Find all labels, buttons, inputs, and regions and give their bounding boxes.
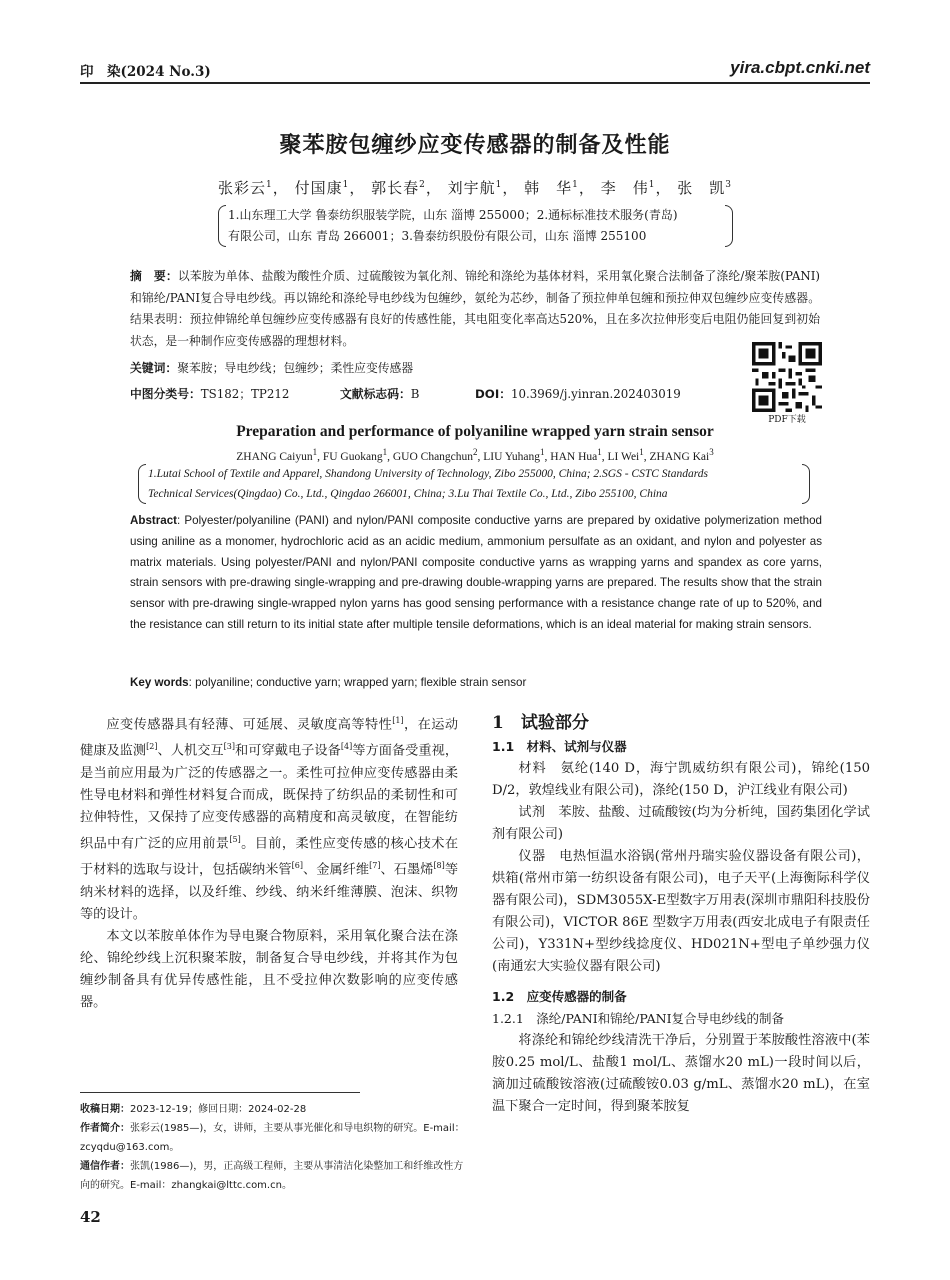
author: 张彩云 bbox=[218, 179, 267, 197]
paragraph: 将涤纶和锦纶纱线清洗干净后，分别置于苯胺酸性溶液中(苯胺0.25 mol/L、盐酸1 mol/L、蒸馏水20 mL)一段时间以后，滴加过硫酸铵溶液(过硫酸铵0.03 g/mL、蒸馏水20 mL)，在室温下聚合一定时间，得到聚苯胺复 bbox=[492, 1033, 870, 1114]
paragraph: 仪器 电热恒温水浴锅(常州丹瑞实验仪器设备有限公司)，烘箱(常州市第一纺织设备有限公司)，电子天平(上海衡际科学仪器有限公司)，SDM3055X-E型数字万用表(深圳市鼎阳科技股份有限公司)，VICTOR 86E 型数字万用表(西安北成电子有限责任公司)，Y331N+型纱线捻度仪、HD021N+型电子单纱强力仪(南通宏大实验仪器有限公司) bbox=[492, 849, 870, 974]
intro-paragraph: 应变传感器具有轻薄、可延展、灵敏度高等特性[1]，在运动健康及监测[2]、人机交互[3]和可穿戴电子设备[4]等方面备受重视，是当前应用最为广泛的传感器之一。柔性可拉伸应变传感器由柔性导电材料和弹性材料复合而成，既保持了纺织品的柔韧性和可拉伸特性，又保持了应变传感器的高精度和高灵敏度，在智能纺织品中有广泛的应用前景[5]。目前，柔性应变传感的核心技术在于材料的选取与设计，包括碳纳米管[6]、金属纤维[7]、石墨烯[8]等纳米材料的选择，以及纤维、纱线、纳米纤维薄膜、泡沫、织物等的设计。 bbox=[80, 716, 459, 922]
header-rule bbox=[80, 82, 870, 84]
keywords-en: Key words: polyaniline; conductive yarn; wrapped yarn; flexible strain sensor bbox=[130, 676, 527, 689]
subsubsection-heading: 1.2.1 涤纶/PANI和锦纶/PANI复合导电纱线的制备 bbox=[492, 1011, 785, 1026]
running-header bbox=[80, 60, 870, 82]
left-column bbox=[80, 710, 458, 1014]
qr-caption: PDF下载 bbox=[768, 415, 806, 425]
abstract-en: Abstract: Polyester/polyaniline (PANI) and nylon/PANI composite conductive yarns are prepared by oxidative polymerization method using aniline as a monomer, hydrochloric acid as an acidic medium, ammonium persulfate as an oxidant, and nylon and polyester as matrix materials. Using polyester/PANI and nylon/PANI composite conductive yarns as wrapping yarns and spandex as core yarns, strain sensors with pre-drawing single-wrapping and pre-drawing double-wrapping yarns are prepared. The results show that the strain sensor with pre-drawing single-wrapped nylon yarns has good sensing performance with a resistance change rate of up to 520%, and the resistance can still return to its initial state after multiple tensile deformations, which is an ideal material for making strain sensors. bbox=[130, 514, 822, 631]
author: 李 伟 bbox=[600, 179, 649, 197]
section-heading: 1 试验部分 bbox=[492, 713, 589, 733]
english-author-list: ZHANG Caiyun$^1$, FU Guokang$^1$, GUO Changchun$^2$, LIU Yuhang$^1$, HAN Hua$^1$, LI Wei$^1$, ZHANG Kai$^3$ bbox=[236, 447, 714, 463]
page-number: 42 bbox=[80, 1208, 101, 1226]
qr-code-icon[interactable] bbox=[752, 342, 822, 412]
abstract-cn: 摘 要：以苯胺为单体、盐酸为酸性介质、过硫酸铵为氧化剂、锦纶和涤纶为基体材料，采用氧化聚合法制备了涤纶/聚苯胺(PANI)和锦纶/PANI复合导电纱线。再以锦纶和涤纶导电纱线为包缠纱，氨纶为芯纱，制备了预拉伸单包缠和预拉伸双包缠纱应变传感器。结果表明：预拉伸锦纶单包缠纱应变传感器有良好的传感性能，其电阻变化率高达520%，且在多次拉伸形变后电阻仍能回复到初始状态，是一种制作应变传感器的理想材料。 bbox=[130, 269, 820, 348]
author: 张 凯 bbox=[677, 179, 726, 197]
paragraph: 材料 氨纶(140 D，海宁凯威纺织有限公司)，锦纶(150 D/2，敦煌线业有限公司)，涤纶(150 D，沪江线业有限公司) bbox=[492, 761, 870, 798]
author: 韩 华 bbox=[524, 179, 573, 197]
right-column bbox=[492, 710, 870, 1118]
author: 付国康 bbox=[294, 179, 343, 197]
affiliation-en: 1.Lutai School of Textile and Apparel, Shandong University of Technology, Zibo 255000, China; 2.SGS - CSTC Standards Technical Services(Qingdao) Co., Ltd., Qingdao 266001, China; 3.Lu Thai Textile Co., Ltd., Zibo 255100, China bbox=[138, 464, 810, 504]
keywords-cn: 关键词：聚苯胺；导电纱线；包缠纱；柔性应变传感器 bbox=[130, 361, 414, 375]
footnote: 收稿日期：2023-12-19；修回日期：2024-02-28 作者简介：张彩云(1985—)，女，讲师，主要从事光催化和导电织物的研究。E-mail：zcyqdu@163.com。 通信作者：张凯(1986—)，男，正高级工程师，主要从事清洁化染整加工和纤维改性方向的研究。E-mail：zhangkai@lttc.com.cn。 bbox=[80, 1104, 465, 1191]
subsection-heading: 1.1 材料、试剂与仪器 bbox=[492, 739, 627, 754]
intro-paragraph: 本文以苯胺单体作为导电聚合物原料，采用氧化聚合法在涤纶、锦纶纱线上沉积聚苯胺，制备复合导电纱线，并将其作为包缠纱制备具有优异传感性能，且不受拉伸次数影响的应变传感器。 bbox=[80, 928, 458, 1010]
journal-issue: 印 染(2024 No.3) bbox=[80, 64, 211, 80]
paragraph: 试剂 苯胺、盐酸、过硫酸铵(均为分析纯，国药集团化学试剂有限公司) bbox=[492, 805, 870, 842]
english-title: Preparation and performance of polyaniline wrapped yarn strain sensor bbox=[236, 423, 714, 440]
author: 郭长春 bbox=[371, 179, 420, 197]
author: 刘宇航 bbox=[447, 179, 496, 197]
paper-title: 聚苯胺包缠纱应变传感器的制备及性能 bbox=[279, 133, 671, 158]
footnote-rule bbox=[80, 1092, 360, 1093]
journal-site[interactable]: yira.cbpt.cnki.net bbox=[730, 58, 870, 77]
subsection-heading: 1.2 应变传感器的制备 bbox=[492, 989, 627, 1004]
author-list: 张彩云$^1$， 付国康$^1$， 郭长春$^2$， 刘宇航$^1$， 韩 华$^1$， 李 伟$^1$， 张 凯$^3$ bbox=[218, 179, 732, 197]
classification-row: 中图分类号：TS182；TP212 文献标志码：B DOI：10.3969/j.yinran.202403019 bbox=[130, 387, 681, 401]
doi-link[interactable]: 10.3969/j.yinran.202403019 bbox=[511, 387, 681, 401]
affiliation-cn: 1.山东理工大学 鲁泰纺织服装学院，山东 淄博 255000；2.通标标准技术服务(青岛) 有限公司，山东 青岛 266001；3.鲁泰纺织股份有限公司，山东 淄博 255100 bbox=[218, 205, 733, 247]
